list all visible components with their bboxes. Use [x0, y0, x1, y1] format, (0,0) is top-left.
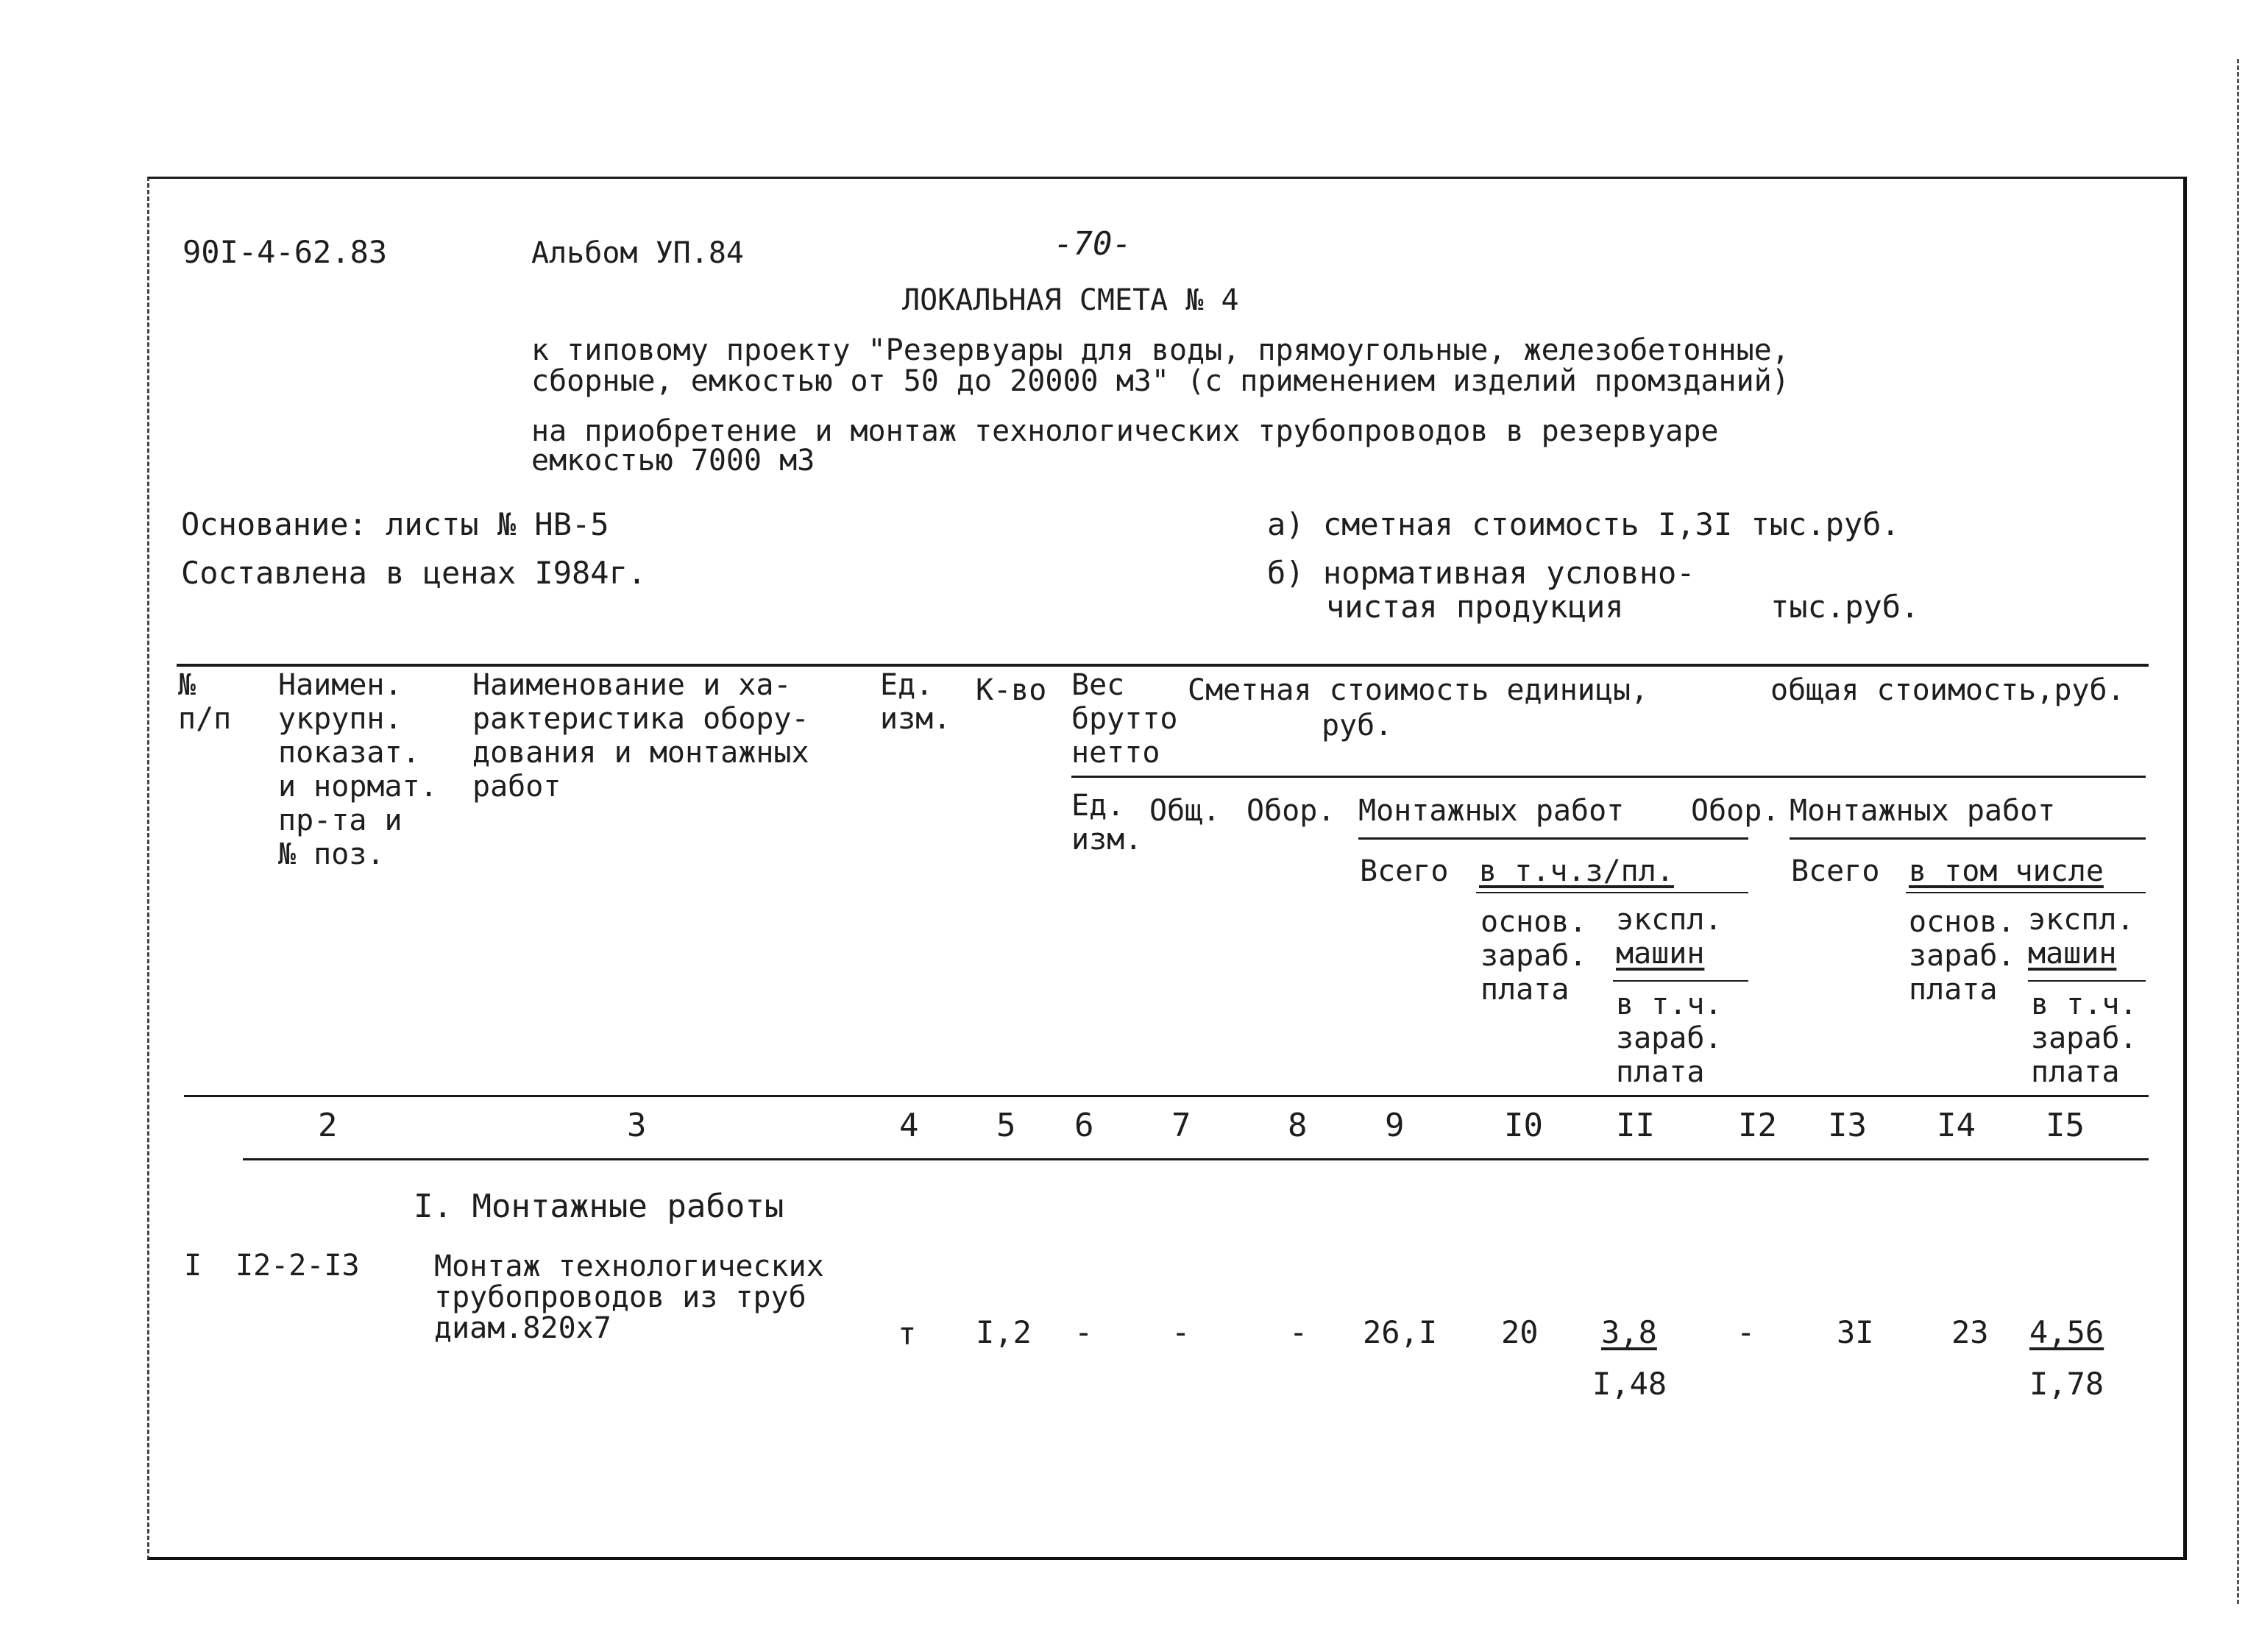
document-title: ЛОКАЛЬНАЯ СМЕТА № 4 — [902, 283, 1239, 317]
header-rule-unit-sub — [1476, 892, 1748, 893]
net-production-line-1: б) нормативная условно- — [1267, 555, 1695, 591]
column-number: 4 — [899, 1107, 919, 1144]
col-header-vtch-zp-total: в т.ч. зараб. плата — [2031, 988, 2138, 1089]
row-ekspl-zp: I,48 — [1592, 1366, 1667, 1402]
section-title: I. Монтажные работы — [414, 1188, 784, 1225]
col-header-ed-izm: Ед. изм. — [1071, 789, 1143, 857]
row-number: I — [184, 1249, 202, 1283]
column-number: 7 — [1171, 1107, 1191, 1144]
column-number: I3 — [1828, 1107, 1867, 1144]
col-header-vtch-zpl: в т.ч.з/пл. — [1479, 854, 1674, 888]
row-quantity: I,2 — [976, 1314, 1032, 1350]
column-number: I4 — [1937, 1107, 1976, 1144]
column-number: 5 — [996, 1107, 1016, 1144]
col-header-obor: Обор. — [1246, 794, 1336, 828]
row-vsego: 26,I — [1363, 1314, 1438, 1350]
column-number: 8 — [1288, 1107, 1308, 1144]
row-osnov-zp: 20 — [1501, 1314, 1539, 1350]
header-rule-unit-mont — [1358, 837, 1748, 840]
table-top-rule — [177, 664, 2149, 667]
col-header-mashin-unit: машин — [1616, 937, 1705, 971]
col-header-unit-cost: Сметная стоимость единицы, — [1188, 673, 1649, 707]
col-header-unit: Ед. изм. — [880, 668, 951, 736]
col-header-v-tom-chisle: в том числе — [1909, 854, 2104, 888]
purpose-line-2: емкостью 7000 м3 — [531, 444, 815, 478]
col-header-quantity: К-во — [976, 673, 1047, 707]
header-rule-total-ekspl — [2028, 980, 2146, 982]
column-number: I0 — [1504, 1107, 1543, 1144]
col-header-vsego-total: Всего — [1791, 854, 1880, 888]
col-header-mont-total: Монтажных работ — [1790, 794, 2056, 828]
row-osnov-zp-total: 23 — [1951, 1314, 1989, 1350]
column-number: II — [1616, 1107, 1655, 1144]
col-header-obsh: Общ. — [1149, 794, 1221, 828]
col-header-weight: Вес брутто нетто — [1071, 668, 1178, 770]
column-number: 6 — [1074, 1107, 1094, 1144]
col-header-mashin-total: машин — [2028, 937, 2117, 971]
row-ekspl: 3,8 — [1601, 1314, 1657, 1350]
col-header-total-cost: общая стоимость,руб. — [1770, 673, 2125, 707]
album-label: Альбом УП.84 — [531, 236, 744, 270]
row-obor: - — [1289, 1314, 1308, 1350]
header-rule-1 — [1071, 776, 2146, 778]
col-header-obor-total: Обор. — [1691, 794, 1780, 828]
column-number: I5 — [2046, 1107, 2085, 1144]
page-number: -70- — [1054, 225, 1132, 263]
col-header-mont-unit: Монтажных работ — [1358, 794, 1625, 828]
binding-edge-line — [2237, 59, 2239, 1604]
col-header-osnov-zp-unit: основ. зараб. плата — [1480, 905, 1587, 1007]
column-numbers-rule — [243, 1158, 2149, 1160]
estimated-cost: а) сметная стоимость I,3I тыс.руб. — [1267, 506, 1900, 542]
header-bottom-rule — [184, 1095, 2149, 1097]
project-line-1: к типовому проекту "Резервуары для воды, прямоугольные, железобетонные, — [531, 333, 1790, 367]
header-rule-total-mont — [1790, 837, 2146, 840]
col-header-vsego-unit: Всего — [1360, 854, 1449, 888]
basis-sheets: Основание: листы № НВ-5 — [181, 506, 609, 542]
row-code: I2-2-I3 — [235, 1249, 360, 1283]
header-rule-total-sub — [1906, 892, 2146, 893]
row-ed-izm: - — [1171, 1314, 1191, 1350]
column-number: 2 — [318, 1107, 338, 1144]
col-header-indicator: Наимен. укрупн. показат. и нормат. пр-та и № поз. — [278, 668, 438, 871]
header-rule-unit-ekspl — [1613, 980, 1748, 982]
net-production-unit: тыс.руб. — [1770, 589, 1920, 625]
row-unit: т — [898, 1316, 917, 1352]
col-header-vtch-zp-unit: в т.ч. зараб. плата — [1616, 988, 1723, 1089]
row-weight: - — [1074, 1314, 1093, 1350]
col-header-osnov-zp-total: основ. зараб. плата — [1909, 905, 2015, 1007]
col-header-number: № п/п — [178, 668, 232, 736]
row-name: Монтаж технологических трубопроводов из труб диам.820х7 — [434, 1249, 824, 1345]
col-header-ekspl-unit: экспл. — [1616, 903, 1723, 937]
col-header-unit-cost-rub: руб. — [1322, 709, 1393, 742]
project-line-2: сборные, емкостью от 50 до 20000 м3" (с применением изделий промзданий) — [531, 364, 1790, 398]
row-ekspl-total: 4,56 — [2029, 1314, 2104, 1350]
row-ekspl-zp-total: I,78 — [2029, 1366, 2104, 1402]
net-production-line-2: чистая продукция — [1326, 589, 1624, 625]
purpose-line-1: на приобретение и монтаж технологических трубопроводов в резервуаре — [531, 414, 1719, 448]
col-header-ekspl-total: экспл. — [2028, 903, 2135, 937]
row-vsego-total: 3I — [1837, 1314, 1874, 1350]
column-number: I2 — [1738, 1107, 1777, 1144]
row-obor-total: - — [1737, 1314, 1756, 1350]
column-number: 9 — [1385, 1107, 1405, 1144]
col-header-description: Наименование и ха- рактеристика обору- дования и монтажных работ — [472, 668, 809, 804]
document-code: 90I-4-62.83 — [182, 234, 388, 270]
column-number: 3 — [627, 1107, 647, 1144]
basis-prices: Составлена в ценах I984г. — [181, 555, 647, 591]
